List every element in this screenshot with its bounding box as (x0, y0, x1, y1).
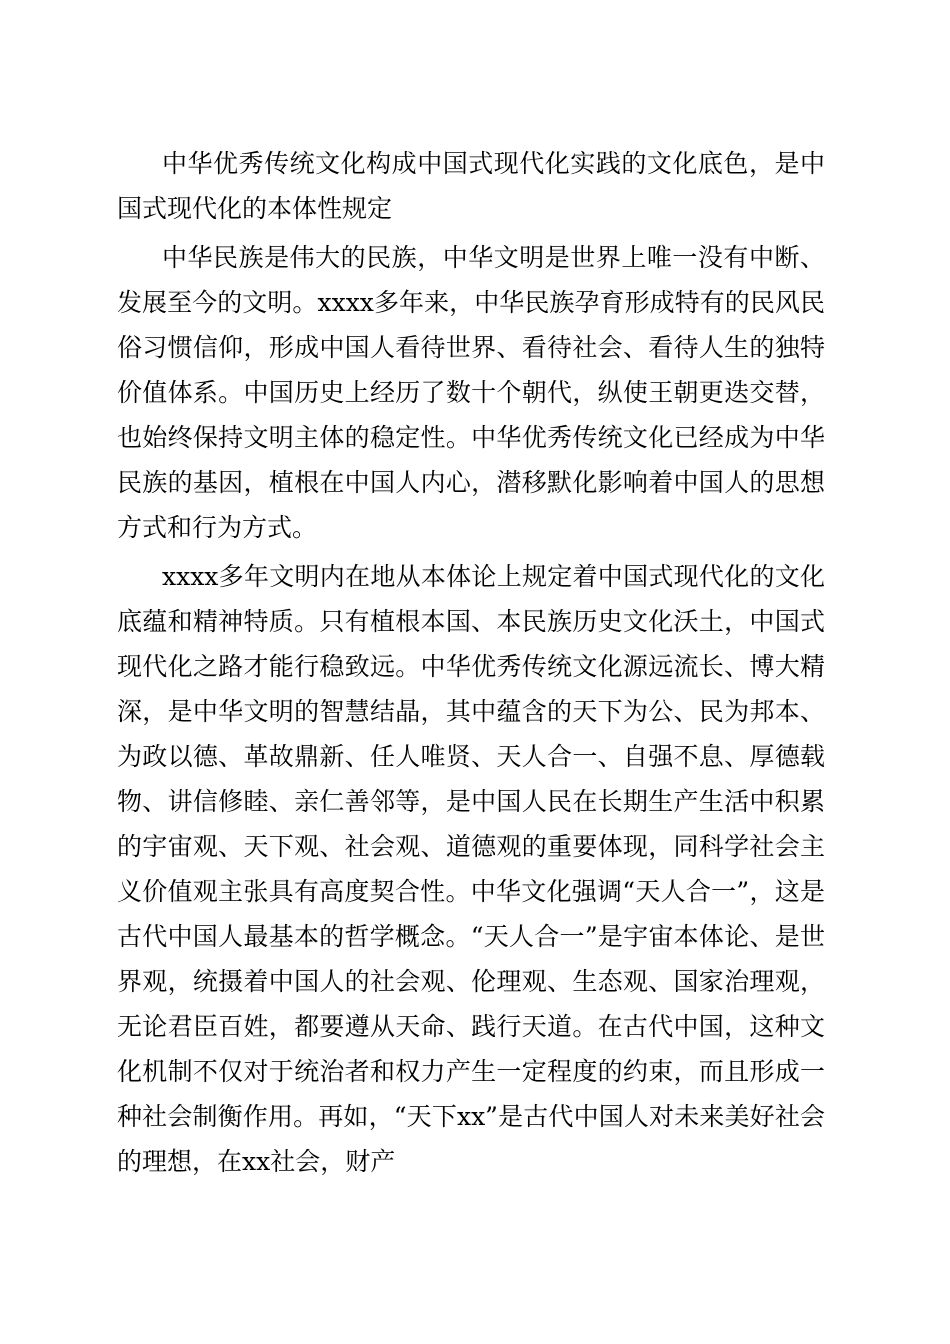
document-body (117, 141, 825, 1188)
paragraph: 中华民族是伟大的民族，中华文明是世界上唯一没有中断、发展至今的文明。xxxx多年来，中华民族孕育形成特有的民风民俗习惯信仰，形成中国人看待世界、看待社会、看待人生的独特价值体系。中国历史上经历了数十个朝代，纵使王朝更迭交替，也始终保持文明主体的稳定性。中华优秀传统文化已经成为中华民族的基因，植根在中国人内心，潜移默化影响着中国人的思想方式和行为方式。 (117, 243, 825, 542)
paragraph: xxxx多年文明内在地从本体论上规定着中国式现代化的文化底蕴和精神特质。只有植根本国、本民族历史文化沃土，中国式现代化之路才能行稳致远。中华优秀传统文化源远流长、博大精深，是中华文明的智慧结晶，其中蕴含的天下为公、民为邦本、为政以德、革故鼎新、任人唯贤、天人合一、自强不息、厚德载物、讲信修睦、亲仁善邻等，是中国人民在长期生产生活中积累的宇宙观、天下观、社会观、道德观的重要体现，同科学社会主义价值观主张具有高度契合性。中华文化强调“天人合一”，这是古代中国人最基本的哲学概念。“天人合一”是宇宙本体论、是世界观，统摄着中国人的社会观、伦理观、生态观、国家治理观，无论君臣百姓，都要遵从天命、践行天道。在古代中国，这种文化机制不仅对于统治者和权力产生一定程度的约束，而且形成一种社会制衡作用。再如，“天下xx”是古代中国人对未来美好社会的理想，在xx社会，财产 (117, 562, 825, 1176)
section-heading: 中华优秀传统文化构成中国式现代化实践的文化底色，是中国式现代化的本体性规定 (117, 149, 825, 223)
